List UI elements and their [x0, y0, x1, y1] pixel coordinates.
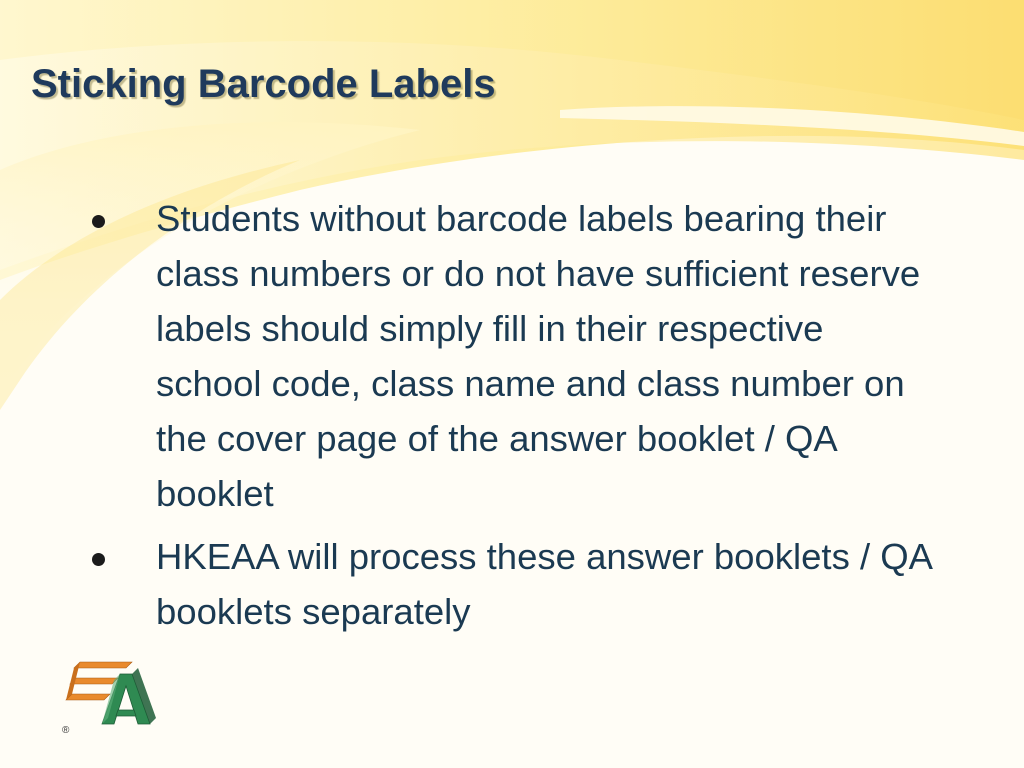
slide-title: Sticking Barcode Labels — [31, 62, 496, 106]
bullet-text: HKEAA will process these answer booklets / QA booklets separately — [156, 536, 931, 632]
bullet-item — [88, 191, 948, 521]
bullet-text: Students without barcode labels bearing their class numbers or do not have sufficient reserve labels should simply fill in their respective school code, class name and class number on the cover page of the answer booklet / QA booklet — [156, 198, 921, 514]
bullet-dot-icon — [92, 553, 105, 566]
bullet-item — [88, 529, 948, 639]
bullet-dot-icon — [92, 215, 105, 228]
hkeaa-logo-icon — [60, 654, 160, 736]
registered-mark: ® — [62, 725, 70, 736]
bullet-list — [88, 191, 948, 647]
